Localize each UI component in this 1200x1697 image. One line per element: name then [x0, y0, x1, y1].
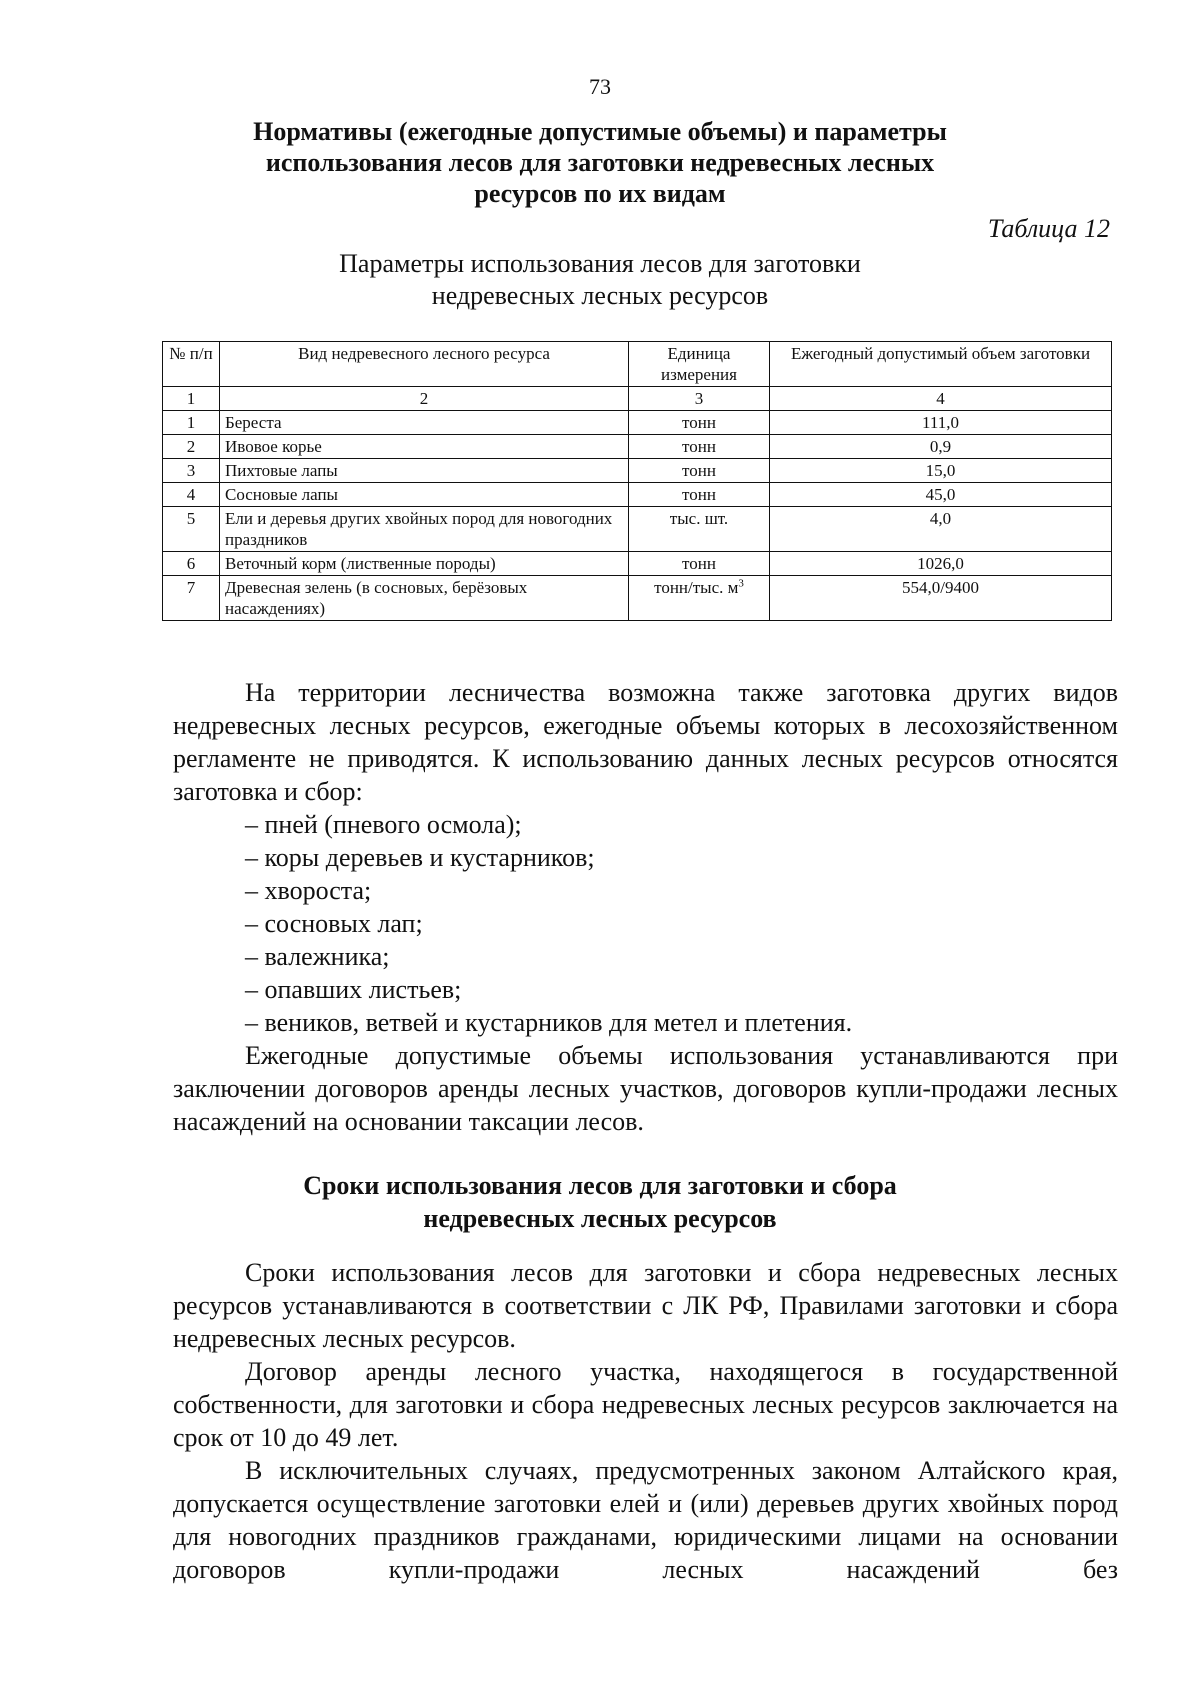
row-value: 0,9	[770, 435, 1112, 459]
row-name: Береста	[220, 411, 629, 435]
row-unit: тонн	[629, 411, 770, 435]
paragraph: На территории лесничества возможна также заготовка других видов недревесных лесных ресурсов, ежегодные объемы которых в лесохозяйственном регламенте не приводятся. К использованию данных лесных ресурсов относятся заготовка и сбор:	[173, 678, 1118, 806]
paragraph: Сроки использования лесов для заготовки и сбора недревесных лесных ресурсов устанавливаются в соответствии с ЛК РФ, Правилами заготовки и сбора недревесных лесных ресурсов.	[173, 1258, 1118, 1353]
paragraph: Ежегодные допустимые объемы использования устанавливаются при заключении договоров аренды лесных участков, договоров купли-продажи лесных насаждений на основании таксации лесов.	[173, 1041, 1118, 1136]
row-unit: тонн	[629, 435, 770, 459]
table-caption-line: недревесных лесных ресурсов	[431, 281, 769, 310]
row-unit: тонн	[629, 552, 770, 576]
main-title	[170, 116, 1030, 209]
row-value: 111,0	[770, 411, 1112, 435]
row-num: 5	[163, 507, 220, 552]
table-caption-line: Параметры использования лесов для заготовки	[339, 249, 861, 278]
row-name: Пихтовые лапы	[220, 459, 629, 483]
section-title-line: недревесных лесных ресурсов	[423, 1204, 777, 1233]
section-title	[200, 1169, 1000, 1235]
row-value: 1026,0	[770, 552, 1112, 576]
body-block-2	[173, 1256, 1118, 1586]
row-unit-cell	[629, 576, 770, 621]
table-row	[163, 459, 1112, 483]
row-name: Древесная зелень (в сосновых, берёзовых насаждениях)	[220, 576, 629, 621]
paragraph: В исключительных случаях, предусмотренных законом Алтайского края, допускается осуществление заготовки елей и (или) деревьев других хвойных пород для новогодних праздников гражданами, юридическими лицами на основании договоров купли-продажи лесных насаждений без	[173, 1456, 1118, 1584]
table-row	[163, 507, 1112, 552]
paragraph: Договор аренды лесного участка, находящегося в государственной собственности, для заготовки и сбора недревесных лесных ресурсов заключается на срок от 10 до 49 лет.	[173, 1357, 1118, 1452]
header-value: Ежегодный допустимый объем заготовки	[770, 342, 1112, 387]
header-name: Вид недревесного лесного ресурса	[220, 342, 629, 387]
row-num: 1	[163, 411, 220, 435]
row-name: Ивовое корье	[220, 435, 629, 459]
main-title-line: использования лесов для заготовки недревесных лесных	[265, 148, 935, 177]
header-num: № п/п	[163, 342, 220, 387]
table-row	[163, 483, 1112, 507]
row-name: Веточный корм (лиственные породы)	[220, 552, 629, 576]
bullet-list	[173, 808, 1118, 1039]
table-row	[163, 576, 1112, 621]
list-item: – валежника;	[245, 942, 390, 971]
list-item: – пней (пневого осмола);	[245, 810, 522, 839]
table-label: Таблица 12	[987, 214, 1110, 243]
column-number: 4	[770, 387, 1112, 411]
row-unit: тыс. шт.	[629, 507, 770, 552]
table-header-row	[163, 342, 1112, 387]
row-num: 7	[163, 576, 220, 621]
list-item: – веников, ветвей и кустарников для метел и плетения.	[245, 1008, 853, 1037]
list-item: – хвороста;	[245, 876, 372, 905]
row-value: 45,0	[770, 483, 1112, 507]
row-unit: тонн	[629, 459, 770, 483]
row-value: 15,0	[770, 459, 1112, 483]
list-item: – сосновых лап;	[245, 909, 423, 938]
row-num: 3	[163, 459, 220, 483]
main-title-line: Нормативы (ежегодные допустимые объемы) и параметры	[253, 117, 947, 146]
row-unit: тонн/тыс. м	[654, 578, 739, 597]
row-value: 554,0/9400	[770, 576, 1112, 621]
row-name: Ели и деревья других хвойных пород для новогодних праздников	[220, 507, 629, 552]
column-number: 3	[629, 387, 770, 411]
table-caption	[250, 248, 950, 312]
row-unit: тонн	[629, 483, 770, 507]
row-name: Сосновые лапы	[220, 483, 629, 507]
column-numbers-row	[163, 387, 1112, 411]
list-item: – коры деревьев и кустарников;	[245, 843, 595, 872]
list-item: – опавших листьев;	[245, 975, 462, 1004]
page-number: 73	[589, 74, 611, 99]
row-value: 4,0	[770, 507, 1112, 552]
table-row	[163, 435, 1112, 459]
table-row	[163, 411, 1112, 435]
body-block-1	[173, 676, 1118, 1138]
column-number: 1	[163, 387, 220, 411]
row-num: 6	[163, 552, 220, 576]
header-unit: Единица измерения	[629, 342, 770, 387]
section-title-line: Сроки использования лесов для заготовки и сбора	[303, 1171, 897, 1200]
row-num: 4	[163, 483, 220, 507]
column-number: 2	[220, 387, 629, 411]
main-title-line: ресурсов по их видам	[474, 179, 726, 208]
resources-table	[162, 341, 1112, 621]
row-num: 2	[163, 435, 220, 459]
table-row	[163, 552, 1112, 576]
unit-superscript: 3	[738, 577, 744, 590]
